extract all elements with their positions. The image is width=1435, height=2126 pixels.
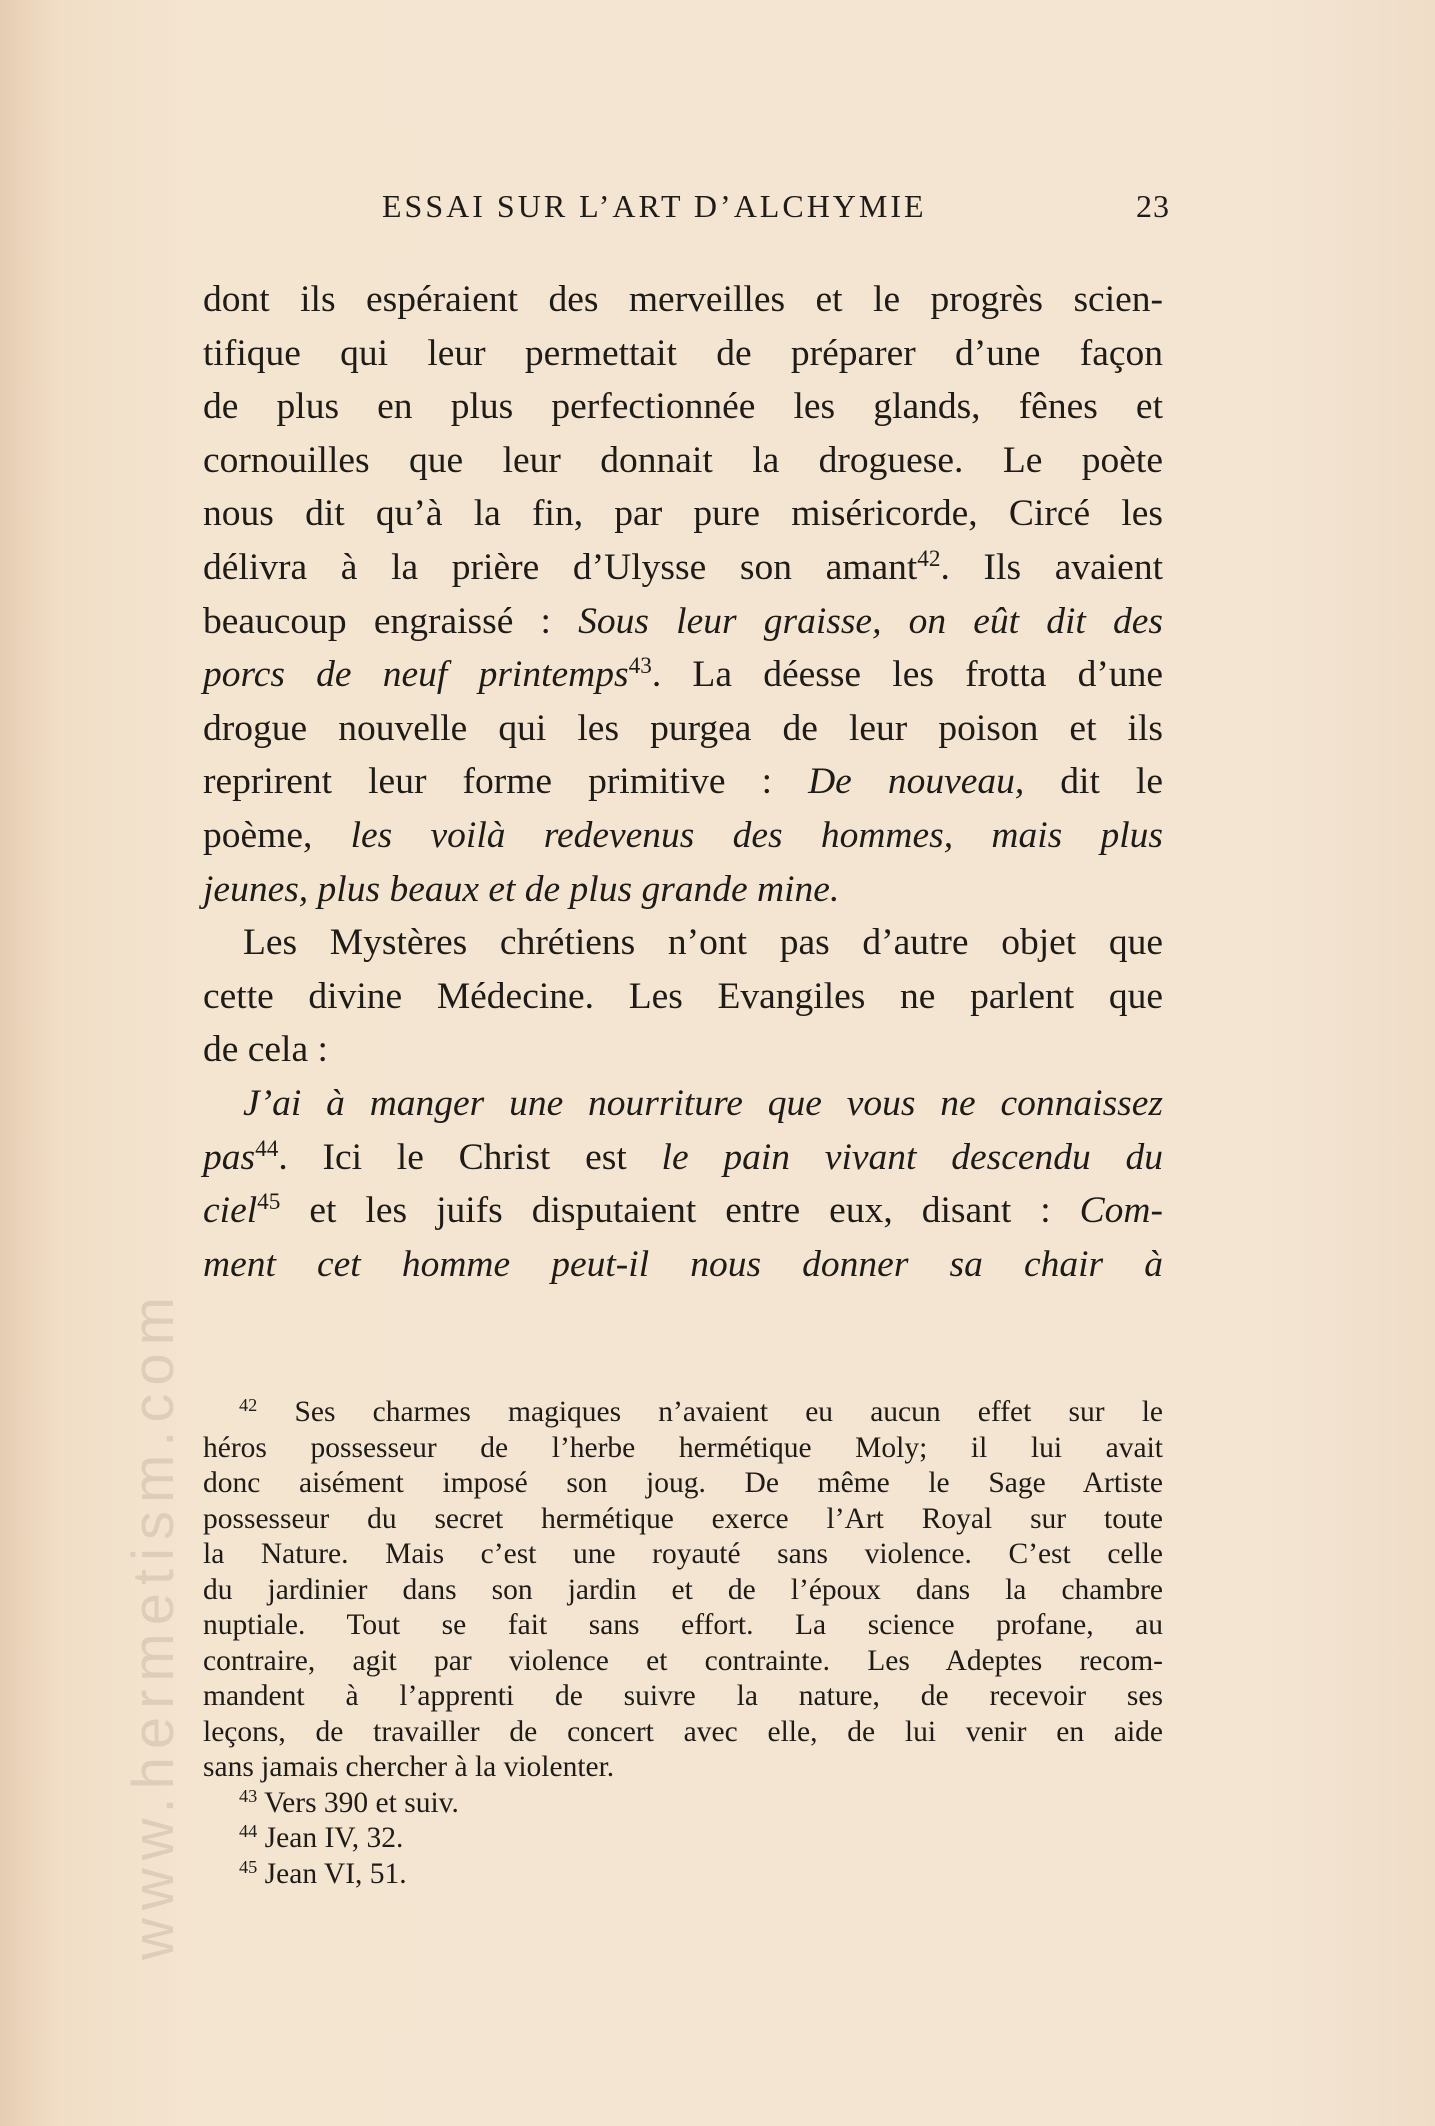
text-run: sans jamais chercher à la violenter. xyxy=(203,1751,615,1783)
text-run: reprirent leur forme primitive : xyxy=(203,761,809,803)
footnote-line xyxy=(203,1573,1163,1609)
text-run: . La déesse les frotta d’une xyxy=(651,654,1163,696)
italic-run: porcs de neuf printemps xyxy=(203,654,629,696)
footnote-marker: 43 xyxy=(239,1785,258,1806)
text-run: héros possesseur de l’herbe hermétique Moly; il lui avait xyxy=(203,1431,1163,1464)
text-run: nous dit qu’à la fin, par pure miséricorde, Circé les xyxy=(203,493,1163,535)
footnote-line xyxy=(203,1395,1163,1431)
body-line xyxy=(203,1077,1163,1131)
footnote-line xyxy=(203,1466,1163,1502)
running-title: ESSAI SUR L’ART D’ALCHYMIE xyxy=(382,188,927,224)
text-run: cette divine Médecine. Les Evangiles ne parlent que xyxy=(203,975,1163,1017)
body-line xyxy=(203,1131,1163,1185)
footnote-ref: 43 xyxy=(628,653,652,680)
footnote-line xyxy=(203,1679,1163,1715)
text-run: possesseur du secret hermétique exerce l’Art Royal sur toute xyxy=(203,1502,1163,1535)
footnote-line xyxy=(203,1821,1163,1857)
body-line xyxy=(203,434,1163,488)
text-run: de plus en plus perfectionnée les glands, fênes et xyxy=(203,386,1163,428)
footnote-line xyxy=(203,1750,1163,1786)
footnote-line xyxy=(203,1608,1163,1644)
text-run: cornouilles que leur donnait la droguese. Le poète xyxy=(203,439,1163,481)
footnote-ref: 44 xyxy=(255,1135,279,1162)
text-run: mandent à l’apprenti de suivre la nature, de recevoir ses xyxy=(203,1680,1163,1712)
italic-run: pas xyxy=(203,1136,256,1178)
text-run: donc aisément imposé son joug. De même le Sage Artiste xyxy=(203,1467,1163,1499)
footnote-line xyxy=(203,1502,1163,1538)
text-run: Jean IV, 32. xyxy=(257,1822,404,1854)
body-line xyxy=(203,1184,1163,1238)
footnote-marker: 42 xyxy=(239,1394,258,1415)
body-line xyxy=(203,1023,1163,1077)
italic-run: jeunes, plus beaux et de plus grande mine. xyxy=(203,868,840,910)
footnote-marker: 44 xyxy=(239,1820,258,1841)
text-run: Vers 390 et suiv. xyxy=(257,1786,459,1819)
footnote-line xyxy=(203,1786,1163,1822)
footnote-line xyxy=(203,1715,1163,1751)
italic-run: Sous leur graisse, on eût dit des xyxy=(578,600,1163,642)
italic-run: J’ai à manger une nourriture que vous ne connaissez xyxy=(243,1082,1163,1124)
text-run: dont ils espéraient des merveilles et le progrès scien- xyxy=(203,279,1163,320)
body-line xyxy=(203,863,1163,917)
footnotes xyxy=(203,1395,1163,1892)
body-line xyxy=(203,916,1163,970)
body-line xyxy=(203,970,1163,1024)
text-run: poème, xyxy=(203,814,351,856)
italic-run: le pain vivant descendu du xyxy=(661,1136,1163,1178)
text-run: dit le xyxy=(1024,761,1163,803)
text-run: drogue nouvelle qui les purgea de leur poison et ils xyxy=(203,707,1163,749)
text-run: leçons, de travailler de concert avec elle, de lui venir en aide xyxy=(203,1715,1163,1748)
page-number: 23 xyxy=(1136,188,1170,224)
footnote-ref: 45 xyxy=(257,1189,281,1216)
text-run: beaucoup engraissé : xyxy=(203,600,579,642)
footnote-line xyxy=(203,1857,1163,1893)
text-run: Ses charmes magiques n’avaient eu aucun effet sur le xyxy=(257,1396,1163,1428)
watermark: www.hermetism.com xyxy=(121,1289,186,1960)
text-run: la Nature. Mais c’est une royauté sans violence. C’est celle xyxy=(203,1538,1163,1570)
text-run: contraire, agit par violence et contrainte. Les Adeptes recom- xyxy=(203,1644,1163,1677)
body-line xyxy=(203,755,1163,809)
body-line xyxy=(203,273,1163,327)
body-line xyxy=(203,487,1163,541)
footnote-line xyxy=(203,1644,1163,1680)
text-run: de cela : xyxy=(203,1029,328,1071)
text-run: . Ici le Christ est xyxy=(278,1136,662,1178)
footnote-marker: 45 xyxy=(239,1856,258,1877)
body-line xyxy=(203,541,1163,595)
footnote-line xyxy=(203,1537,1163,1573)
running-header xyxy=(382,188,1170,225)
footnote-ref: 42 xyxy=(917,546,941,573)
text-run: . Ils avaient xyxy=(940,546,1163,588)
italic-run: ment cet homme peut-il nous donner sa chair à xyxy=(203,1243,1163,1285)
text-run: tifique qui leur permettait de préparer d’une façon xyxy=(203,332,1163,374)
text-run: et les juifs disputaient entre eux, disant : xyxy=(280,1190,1080,1232)
text-run: Jean VI, 51. xyxy=(257,1857,407,1890)
body-line xyxy=(203,327,1163,381)
body-line xyxy=(203,1238,1163,1292)
footnote-line xyxy=(203,1431,1163,1467)
italic-run: ciel xyxy=(203,1190,258,1232)
text-run: délivra à la prière d’Ulysse son amant xyxy=(203,546,918,588)
body-line xyxy=(203,648,1163,702)
body-line xyxy=(203,595,1163,649)
italic-run: De nouveau, xyxy=(808,761,1025,803)
body-line xyxy=(203,702,1163,756)
italic-run: les voilà redevenus des hommes, mais plus xyxy=(350,814,1163,856)
text-run: nuptiale. Tout se fait sans effort. La science profane, au xyxy=(203,1609,1163,1641)
text-run: Les Mystères chrétiens n’ont pas d’autre objet que xyxy=(243,922,1163,964)
body-line xyxy=(203,809,1163,863)
body-line xyxy=(203,380,1163,434)
italic-run: Com- xyxy=(1079,1190,1163,1232)
main-text xyxy=(203,273,1163,1291)
text-run: du jardinier dans son jardin et de l’époux dans la chambre xyxy=(203,1573,1163,1606)
